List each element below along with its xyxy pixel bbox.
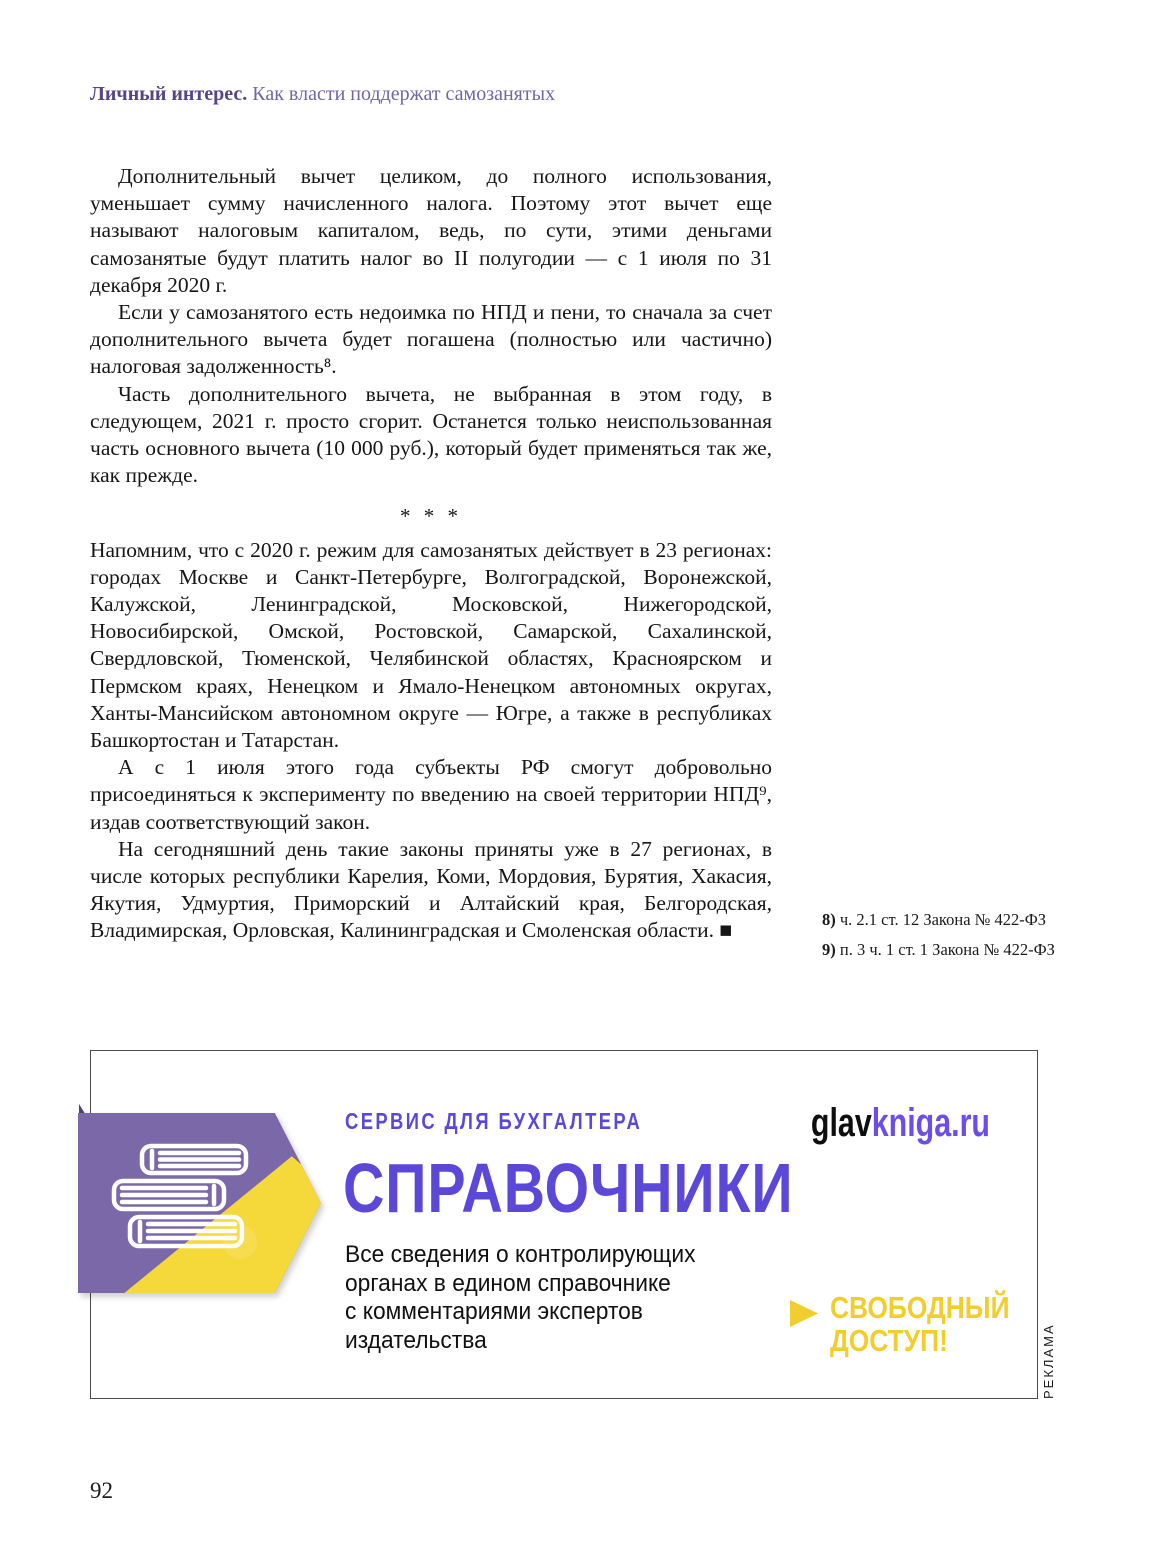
paragraph: На сегодняшний день такие законы приняты уже в 27 регионах, в числе которых республики Карелия, Коми, Мордовия, Бурятия, Хакасия, Якутия, Удмуртия, Приморский и Алтайский края, Белгородская, Владимирская, Орловская, Калининградская и Смоленская области. ■ [90, 836, 772, 943]
free-access-line: ДОСТУП! [830, 1323, 948, 1358]
running-head [90, 82, 990, 106]
ad-kicker: СЕРВИС ДЛЯ БУХГАЛТЕРА [345, 1108, 643, 1134]
ad-description-line: органах в едином справочнике [345, 1269, 671, 1297]
ad-logo-badge [78, 1103, 323, 1295]
article-body [90, 163, 772, 945]
ad-marker-label: РЕКЛАМА [1041, 1323, 1056, 1399]
footnote [822, 938, 1067, 961]
paragraph: Если у самозанятого есть недоимка по НПД и пени, то сначала за счет дополнительного вычета будет погашена (полностью или частично) налоговая задолженность⁸. [90, 300, 772, 379]
footnotes [822, 908, 1067, 968]
site-link[interactable] [762, 1103, 990, 1143]
page-number: 92 [90, 1478, 113, 1503]
ad-description-line: издательства [345, 1326, 487, 1354]
ad-title: СПРАВОЧНИКИ [343, 1149, 794, 1227]
paragraph: Часть дополнительного вычета, не выбранная в этом году, в следующем, 2021 г. просто сгорит. Останется только неиспользованная часть основного вычета (10 000 руб.), который будет применяться так же, как прежде. [90, 381, 772, 488]
footnote-marker: 9) [822, 940, 836, 959]
section-separator: * * * [400, 504, 462, 529]
paragraph: Напомним, что с 2020 г. режим для самозанятых действует в 23 регионах: городах Москве и Санкт-Петербурге, Волгоградской, Воронежской, Калужской, Ленинградской, Московской, Нижегородской, Новосибирской, Омской, Ростовской, Самарской, Сахалинской, Свердловской, Тюменской, Челябинской областях, Красноярском и Пермском краях, Ненецком и Ямало-Ненецком автономных округах, Ханты-Мансийском автономном округе — Югре, а также в республиках Башкортостан и Татарстан. [90, 537, 772, 753]
ad-description [345, 1241, 696, 1355]
books-icon [108, 1143, 268, 1273]
ad-description-line: Все сведения о контролирующих [345, 1241, 696, 1268]
footnote [822, 908, 1067, 931]
site-link-prefix: glav [810, 1101, 872, 1145]
running-head-subtitle: Как власти поддержат самозанятых [247, 83, 556, 105]
running-head-section: Личный интерес. [90, 83, 248, 105]
footnote-text: п. 3 ч. 1 ст. 1 Закона № 422-ФЗ [835, 940, 1055, 959]
free-access-badge [830, 1291, 1010, 1357]
ad-description-line: с комментариями экспертов [345, 1298, 643, 1325]
free-access-line: СВОБОДНЫЙ [830, 1290, 1010, 1325]
site-link-domain: kniga.ru [871, 1101, 990, 1145]
paragraph: А с 1 июля этого года субъекты РФ смогут добровольно присоединяться к эксперименту по введению на своей территории НПД⁹, издав соответствующий закон. [90, 755, 772, 834]
footnote-marker: 8) [822, 910, 836, 929]
paragraph: Дополнительный вычет целиком, до полного использования, уменьшает сумму начисленного налога. Поэтому этот вычет еще называют налоговым капиталом, ведь, по сути, этими деньгами самозанятые будут платить налог во II полугодии — с 1 июля по 31 декабря 2020 г. [90, 164, 772, 297]
badge-shape [78, 1113, 321, 1293]
footnote-text: ч. 2.1 ст. 12 Закона № 422-ФЗ [835, 910, 1047, 929]
